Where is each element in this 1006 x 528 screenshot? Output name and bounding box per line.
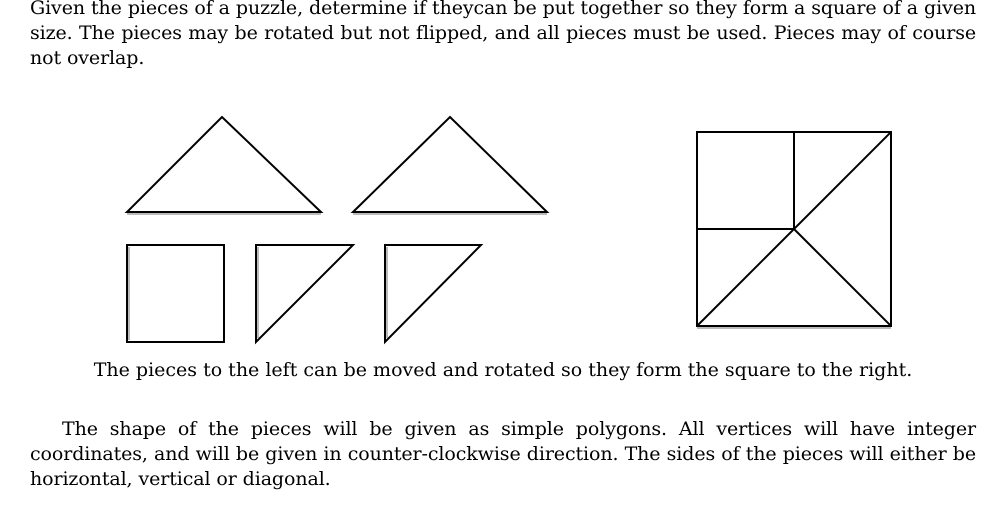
assembled-square-diagonal-lower: [794, 229, 891, 326]
large-triangle-piece-1: [127, 117, 321, 212]
description-paragraph: The shape of the pieces will be given as simple polygons. All vertices will have integer coordinates, and will be given in counter-clockwise direction. The sides of the pieces will either be horizontal, vertical or diagonal.: [30, 418, 976, 490]
intro-paragraph: Given the pieces of a puzzle, determine if theycan be put together so they form a square of a given size. The pieces may be rotated but not flipped, and all pieces must be used. Pieces may of course not overlap.: [30, 0, 976, 69]
figure-caption: The pieces to the left can be moved and rotated so they form the square to the right.: [93, 359, 913, 381]
small-triangle-piece-1: [256, 245, 353, 342]
large-triangle-piece-2: [353, 117, 547, 212]
square-piece: [127, 245, 224, 342]
assembled-square: [697, 132, 891, 328]
small-triangle-piece-2: [385, 245, 481, 342]
loose-pieces: [127, 117, 547, 342]
